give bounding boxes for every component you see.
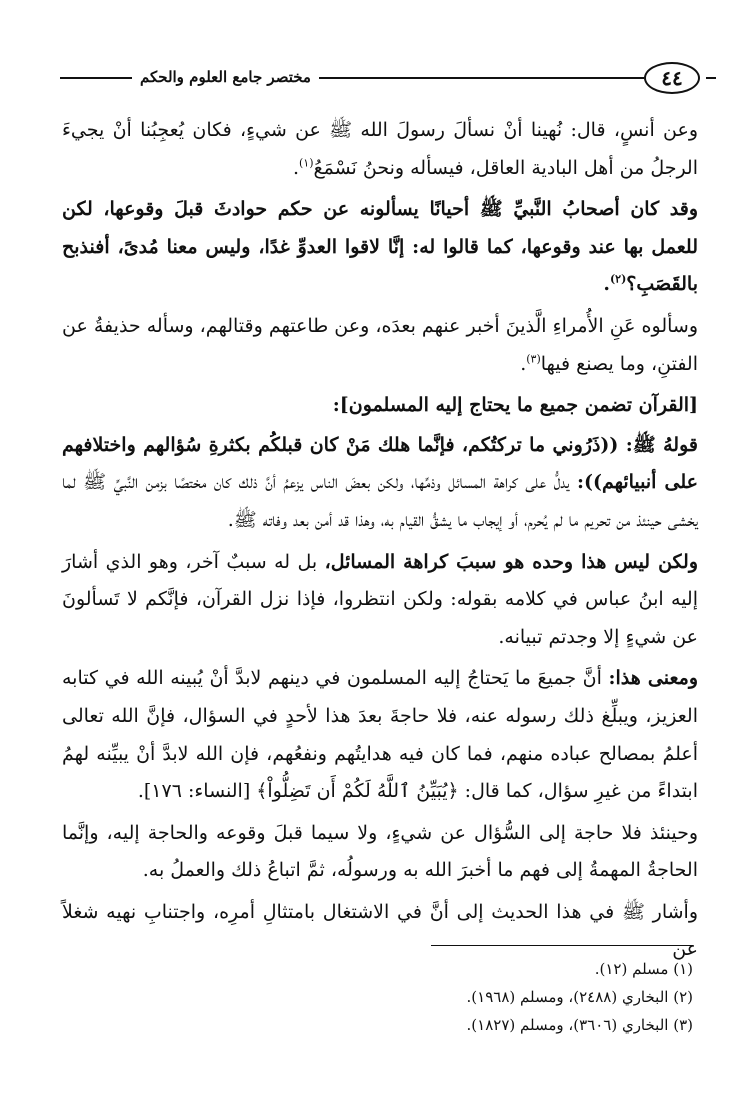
paragraph-text: وحينئذ فلا حاجة إلى السُّؤال عن شيءٍ، ولا سيما قبلَ وقوعه والحاجة إليه، وإنَّما الحاجةُ المهمةُ إلى فهم ما أخبرَ الله به ورسولُه، ثمَّ اتباعُ ذلك والعملُ به.	[62, 821, 698, 882]
paragraph-text: وقد كان أصحابُ النَّبيِّ ﷺ أحيانًا يسألونه عن حكم حوادثَ قبلَ وقوعها، لكن للعمل بها عند وقوعها، كما قالوا له: إنَّا لاقوا العدوِّ غدًا، وليس معنا مُدىً، أفنذبح بالقَصَبِ؟	[62, 198, 698, 296]
paragraph-lead: قولهُ ﷺ: ((ذَرُوني ما تركتُكم، فإنَّما هلك مَنْ كان قبلكُم بكثرةِ سُؤالهم واختلافهم على أنبيائهم)):	[62, 433, 698, 494]
paragraph	[62, 427, 698, 540]
paragraph	[62, 308, 698, 383]
footnote: (١) مسلم (١٢).	[594, 960, 693, 978]
paragraph-text: وأشار ﷺ في هذا الحديث إلى أنَّ في الاشتغال بامتثالِ أمرِه، واجتنابِ نهيه شغلاً عن	[62, 900, 698, 961]
footnote-ref: (١)	[298, 156, 314, 170]
paragraph-tail: .	[520, 352, 527, 375]
paragraph	[62, 112, 698, 187]
paragraph-text: أنَّ جميعَ ما يَحتاجُ إليه المسلمون في دينهم لابدَّ أنْ يُبينه الله في كتابه العزيز، ويبلِّغ ذلك رسوله عنه، فلا حاجةَ بعدَ هذا لأحدٍ في السؤال، فإنَّ الله تعالى أعلمُ بمصالح عباده منهم، فما كان فيه هدايتُهم ونفعُهم، فإن الله لابدَّ أنْ يبيِّنه لهمُ ابتداءً من غيرِ سؤال، كما قال: ﴿يُبَيِّنُ ٱللَّهُ لَكُمْ أَن تَضِلُّواْ﴾ [النساء: ١٧٦].	[62, 667, 698, 803]
paragraph	[62, 815, 698, 890]
paragraph-lead: ومعنى هذا:	[608, 667, 698, 690]
page-header	[60, 60, 700, 100]
footnote-rule	[431, 945, 693, 946]
footnote-ref: (٢)	[609, 273, 627, 287]
paragraph-text: يدلُّ على كراهة المسائل وذمِّها، ولكن بعضَ الناس يزعمُ أنَّ ذلك كان مختصًا بزمن النَّبيِّ ﷺ لما يخشى حينئذ من تحريم ما لم يُحرم، أو إيجاب ما يشقُّ القيام به، وهذا قد أمن بعد وفاته ﷺ.	[62, 471, 698, 531]
paragraph	[62, 660, 698, 810]
main-text	[62, 112, 698, 973]
paragraph	[62, 191, 698, 304]
paragraph	[62, 544, 698, 657]
paragraph-text: بل له سببٌ آخر، وهو الذي أشارَ إليه ابنُ عباس في كلامه بقوله: ولكن انتظروا، فإذا نزل القرآن، فإنَّكم لا تَسألونَ عن شيءٍ إلا وجدتم تبيانه.	[62, 550, 698, 648]
footnotes	[73, 955, 693, 1039]
paragraph-lead: ولكن ليس هذا وحده هو سببَ كراهة المسائل،	[324, 550, 698, 573]
section-heading: [القرآن تضمن جميع ما يحتاج إليه المسلمون]:	[332, 394, 698, 417]
paragraph-tail: .	[292, 156, 299, 179]
footnote: (٣) البخاري (٣٦٠٦)، ومسلم (١٨٢٧).	[466, 1016, 693, 1034]
header-dash	[706, 77, 716, 79]
page-number: ٤٤	[644, 62, 700, 94]
paragraph-tail: .	[603, 273, 610, 296]
running-title: مختصر جامع العلوم والحكم	[132, 66, 319, 88]
paragraph-text: وعن أنسٍ، قال: نُهينا أنْ نسألَ رسولَ الله ﷺ عن شيءٍ، فكان يُعجِبُنا أنْ يجيءَ الرجلُ من أهل البادية العاقل، فيسأله ونحنُ نَسْمَعُ	[62, 119, 698, 179]
footnote: (٢) البخاري (٢٤٨٨)، ومسلم (١٩٦٨).	[466, 988, 693, 1006]
paragraph-text: وسألوه عَنِ الأُمراءِ الَّذينَ أخبر عنهم بعدَه، وعن طاعتهم وقتالهم، وسأله حذيفةُ عن الفتنِ، وما يصنع فيها	[62, 314, 698, 375]
footnote-ref: (٣)	[526, 352, 541, 366]
